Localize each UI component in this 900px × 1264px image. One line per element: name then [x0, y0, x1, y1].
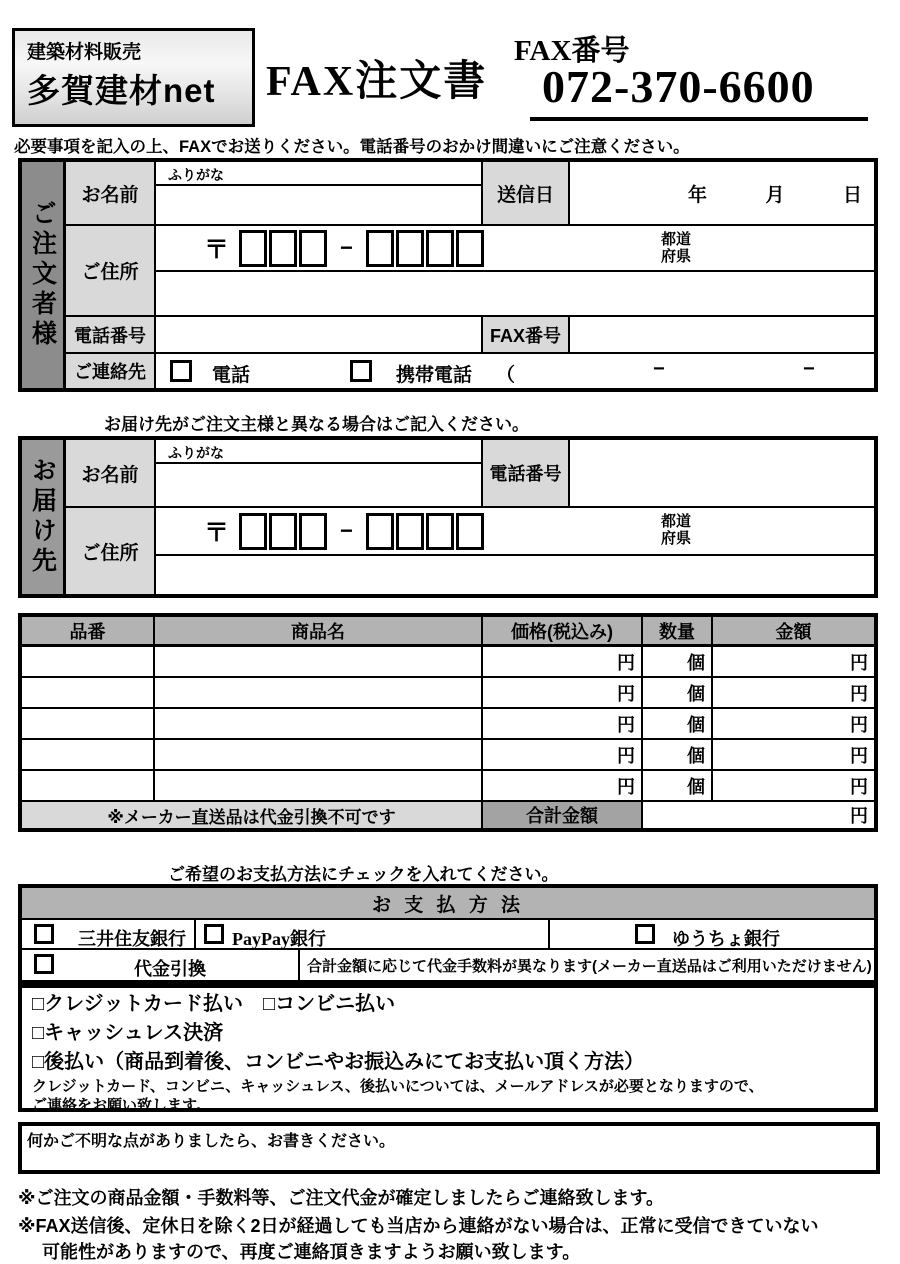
bank3-label: ゆうちょ銀行: [672, 929, 780, 949]
delivery-address-label: ご住所: [66, 508, 156, 594]
postal-dash: −: [340, 235, 353, 260]
delivery-section-label: お届け先: [22, 440, 66, 594]
qty-field[interactable]: [643, 771, 713, 802]
bank1-cell: [22, 920, 196, 950]
logo-tagline: 建築材料販売: [27, 42, 142, 63]
deferred-option[interactable]: □後払い（商品到着後、コンビニやお振込みにてお支払い頂く方法）: [32, 1051, 645, 1073]
send-date-field[interactable]: [570, 162, 874, 226]
total-amount-field[interactable]: [643, 802, 874, 828]
footer-note2-line2: 可能性がありますので、再度ご連絡頂きますようお願い致します。: [42, 1242, 581, 1262]
product-name-field[interactable]: [155, 678, 483, 709]
postal-box[interactable]: [456, 513, 484, 550]
orderer-postal-boxes-3: [239, 230, 327, 267]
day-label: 日: [842, 184, 862, 206]
amount-field[interactable]: [713, 740, 874, 771]
qty-field[interactable]: [643, 740, 713, 771]
payment-table: [18, 884, 878, 984]
products-table: [18, 613, 878, 832]
unit-label: 個: [687, 683, 705, 704]
qty-field[interactable]: [643, 678, 713, 709]
postal-mark: 〒: [204, 519, 230, 547]
price-field[interactable]: [483, 709, 643, 740]
col-header-amount: 金額: [713, 617, 874, 647]
form-instruction: 必要事項を記入の上、FAXでお送りください。電話番号のおかけ間違いにご注意ください。: [14, 138, 690, 156]
bank1-label: 三井住友銀行: [78, 929, 186, 949]
qty-field[interactable]: [643, 709, 713, 740]
yen-label: 円: [617, 776, 635, 797]
credit-convenience-options: [32, 990, 864, 1019]
orderer-table: [18, 158, 878, 392]
yen-label: 円: [617, 652, 635, 673]
credit-card-option[interactable]: □クレジットカード払い: [32, 993, 243, 1015]
direct-shipping-note: ※メーカー直送品は代金引換不可です: [22, 802, 483, 828]
other-payment-box: [18, 984, 878, 1112]
unit-label: 個: [687, 745, 705, 766]
orderer-section-label: ご注文者様: [22, 162, 66, 388]
logo-company-name: 多賀建材net: [27, 72, 216, 109]
postal-box[interactable]: [299, 230, 327, 267]
postal-box[interactable]: [366, 513, 394, 550]
contact-dash2: −: [803, 358, 815, 380]
yen-label: 円: [617, 745, 635, 766]
postal-box[interactable]: [366, 230, 394, 267]
orderer-address-label: ご住所: [66, 226, 156, 317]
orderer-postal-row: [156, 226, 874, 272]
item-no-field[interactable]: [22, 740, 155, 771]
orderer-furigana-label: ふりがな: [156, 162, 481, 186]
item-no-field[interactable]: [22, 647, 155, 678]
convenience-option[interactable]: □コンビニ払い: [262, 993, 396, 1015]
footer-note2-line1: ※FAX送信後、定休日を除く2日が経過しても当店から連絡がない場合は、正常に受信できていない: [18, 1216, 819, 1236]
phone-checkbox[interactable]: [170, 360, 192, 382]
fax-number-underline: [530, 117, 868, 121]
col-header-item-no: 品番: [22, 617, 155, 647]
orderer-phone-field[interactable]: [156, 317, 483, 354]
contact-paren: （: [496, 365, 516, 386]
pref-line1: 都道: [661, 513, 692, 530]
col-header-qty: 数量: [643, 617, 713, 647]
product-name-field[interactable]: [155, 709, 483, 740]
cod-label: 代金引換: [134, 959, 206, 979]
contact-phone-label: 電話: [212, 365, 251, 386]
orderer-name-field[interactable]: [156, 162, 483, 226]
amount-field[interactable]: [713, 647, 874, 678]
product-name-field[interactable]: [155, 771, 483, 802]
cod-checkbox[interactable]: [34, 954, 54, 974]
delivery-postal-boxes-3: [239, 513, 327, 550]
product-name-field[interactable]: [155, 740, 483, 771]
delivery-name-label: お名前: [66, 440, 156, 508]
postal-box[interactable]: [239, 513, 267, 550]
contact-label: ご連絡先: [66, 354, 156, 388]
postal-dash: −: [340, 518, 353, 543]
delivery-table: [18, 436, 878, 598]
fax-number-value: 072-370-6600: [542, 61, 815, 112]
yen-label: 円: [850, 714, 868, 735]
bank2-label: PayPay銀行: [232, 929, 326, 949]
price-field[interactable]: [483, 740, 643, 771]
yen-label: 円: [850, 806, 868, 826]
year-label: 年: [688, 184, 708, 206]
contact-field: [156, 354, 874, 388]
unit-label: 個: [687, 714, 705, 735]
yen-label: 円: [850, 683, 868, 704]
orderer-name-label: お名前: [66, 162, 156, 226]
postal-mark: 〒: [204, 236, 230, 264]
footer-note1: ※ご注文の商品金額・手数料等、ご注文代金が確定しましたらご連絡致します。: [18, 1188, 665, 1208]
mobile-checkbox[interactable]: [350, 360, 372, 382]
amount-field[interactable]: [713, 678, 874, 709]
orderer-postal-boxes-4: [366, 230, 484, 267]
product-name-field[interactable]: [155, 647, 483, 678]
orderer-phone-label: 電話番号: [66, 317, 156, 354]
cod-cell: [22, 950, 300, 980]
pref-line1: 都道: [661, 231, 692, 248]
price-field[interactable]: [483, 647, 643, 678]
yen-label: 円: [850, 776, 868, 797]
yen-label: 円: [850, 745, 868, 766]
postal-box[interactable]: [426, 230, 454, 267]
delivery-phone-field[interactable]: [570, 440, 874, 508]
orderer-fax-field[interactable]: [570, 317, 874, 354]
amount-field[interactable]: [713, 771, 874, 802]
cashless-option[interactable]: □キャッシュレス決済: [32, 1022, 224, 1044]
bank3-cell: [550, 920, 874, 950]
yen-label: 円: [617, 683, 635, 704]
orderer-prefecture-label: [661, 231, 691, 265]
col-header-name: 商品名: [155, 617, 483, 647]
contact-dash1: −: [653, 358, 665, 380]
send-date-label: 送信日: [483, 162, 570, 226]
item-no-field[interactable]: [22, 678, 155, 709]
delivery-postal-boxes-4: [366, 513, 484, 550]
postal-box[interactable]: [396, 513, 424, 550]
postal-box[interactable]: [239, 230, 267, 267]
delivery-prefecture-label: [661, 513, 691, 547]
orderer-fax-label: FAX番号: [483, 317, 570, 354]
delivery-postal-row: [156, 508, 874, 556]
item-no-field[interactable]: [22, 771, 155, 802]
price-field[interactable]: [483, 771, 643, 802]
email-note-line2: ご連絡をお願い致します。: [32, 1097, 211, 1114]
option-gap: [243, 993, 263, 1015]
pref-line2: 府県: [661, 248, 692, 265]
price-field[interactable]: [483, 678, 643, 709]
delivery-address-field[interactable]: [156, 556, 874, 594]
unit-label: 個: [687, 652, 705, 673]
bank2-checkbox[interactable]: [204, 924, 224, 944]
cod-fee-note: 合計金額に応じて代金手数料が異なります(メーカー直送品はご利用いただけません): [307, 957, 872, 975]
comments-label: 何かご不明な点がありましたら、お書きください。: [27, 1133, 396, 1150]
postal-box[interactable]: [269, 230, 297, 267]
col-header-price: 価格(税込み): [483, 617, 643, 647]
postal-box[interactable]: [456, 230, 484, 267]
bank3-checkbox[interactable]: [635, 924, 655, 944]
delivery-name-field[interactable]: [156, 440, 483, 508]
total-amount-label: 合計金額: [483, 802, 643, 828]
month-label: 月: [765, 184, 785, 206]
page-title: FAX注文書: [266, 59, 488, 105]
item-no-field[interactable]: [22, 709, 155, 740]
postal-box[interactable]: [396, 230, 424, 267]
postal-box[interactable]: [426, 513, 454, 550]
bank1-checkbox[interactable]: [34, 924, 54, 944]
delivery-furigana-label: ふりがな: [156, 440, 481, 464]
postal-box[interactable]: [269, 513, 297, 550]
pref-line2: 府県: [661, 530, 692, 547]
comments-box[interactable]: [18, 1122, 880, 1174]
payment-note: ご希望のお支払方法にチェックを入れてください。: [168, 865, 559, 884]
delivery-phone-label: 電話番号: [483, 440, 570, 508]
email-note-line1: クレジットカード、コンビニ、キャッシュレス、後払いについては、メールアドレスが必要となりますので、: [32, 1078, 764, 1095]
delivery-note: お届け先がご注文主様と異なる場合はご記入ください。: [104, 415, 529, 434]
unit-label: 個: [687, 776, 705, 797]
yen-label: 円: [850, 652, 868, 673]
payment-method-header: お 支 払 方 法: [22, 888, 874, 920]
yen-label: 円: [617, 714, 635, 735]
bank2-cell: [196, 920, 550, 950]
orderer-address-field[interactable]: [156, 272, 874, 317]
qty-field[interactable]: [643, 647, 713, 678]
company-logo: [12, 28, 255, 127]
fax-number-label: FAX番号: [514, 35, 630, 67]
contact-mobile-label: 携帯電話: [396, 365, 473, 386]
amount-field[interactable]: [713, 709, 874, 740]
postal-box[interactable]: [299, 513, 327, 550]
